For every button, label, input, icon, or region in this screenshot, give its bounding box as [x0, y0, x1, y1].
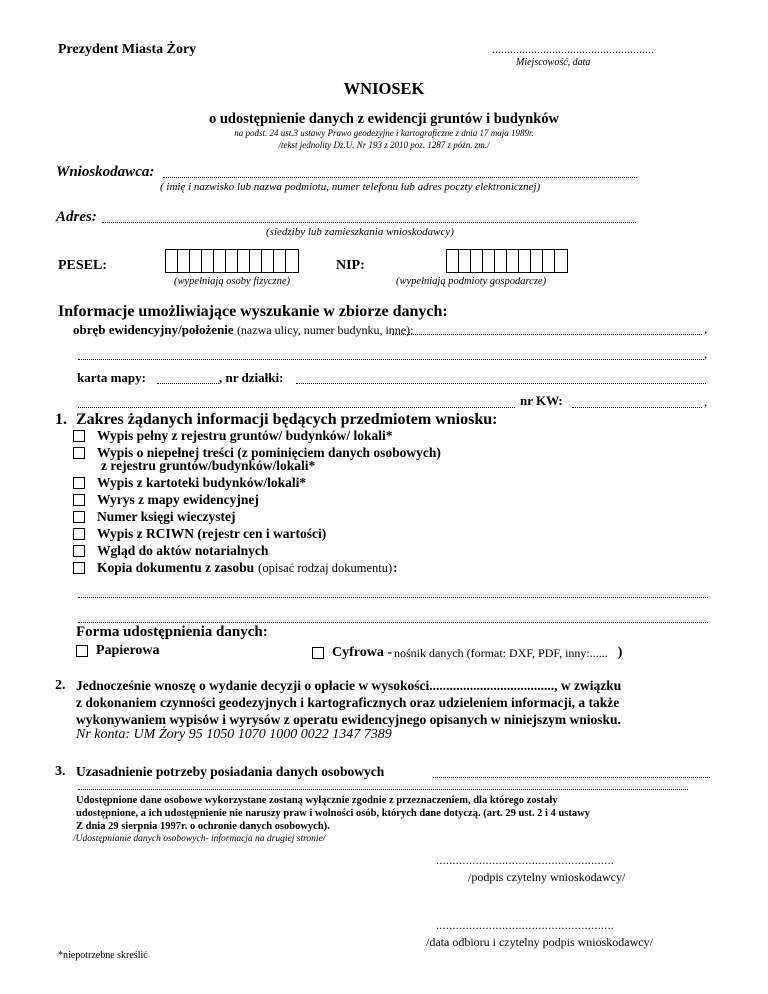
- plot-number-label: , nr działki:: [219, 370, 284, 385]
- digital-close-paren: ): [617, 645, 623, 660]
- checkbox[interactable]: [73, 545, 85, 557]
- data-use-note-line2: udostępnione, a ich udostępnienie nie naruszy praw i wolności osób, których dane dotyczą. (art. 29 ust. 2 i 4 ustawy: [76, 808, 590, 819]
- pesel-label: PESEL:: [58, 258, 108, 273]
- data-use-note-line3: Z dnia 29 sierpnia 1997r. o ochronie danych osobowych).: [76, 821, 330, 832]
- item-label: Wypis pełny z rejestru gruntów/ budynków/ lokali*: [97, 428, 393, 443]
- nip-digit-box[interactable]: [519, 250, 531, 272]
- obreb-line2-comma: ,: [704, 346, 708, 361]
- map-sheet-label: karta mapy:: [77, 370, 146, 385]
- scope-item-notarial-deeds[interactable]: [73, 543, 268, 559]
- obreb-comma: ,: [704, 321, 708, 336]
- checkbox[interactable]: [73, 494, 85, 506]
- pesel-digit-box[interactable]: [190, 250, 202, 272]
- access-form-digital[interactable]: [312, 645, 622, 661]
- address-label: Adres:: [56, 209, 97, 225]
- item-label: Numer księgi wieczystej: [97, 509, 236, 524]
- nip-digit-box[interactable]: [483, 250, 495, 272]
- checkbox[interactable]: [73, 477, 85, 489]
- pesel-digit-box[interactable]: [178, 250, 190, 272]
- pesel-digit-box[interactable]: [226, 250, 238, 272]
- access-form-heading: Forma udostępnienia danych:: [76, 624, 268, 640]
- scope-item-building-register[interactable]: [73, 475, 306, 491]
- pesel-caption: (wypełniają osoby fizyczne): [174, 276, 291, 287]
- nip-digit-box[interactable]: [507, 250, 519, 272]
- document-copy-hint: (opisać rodzaj dokumentu): [258, 560, 393, 575]
- item-label: Wyrys z mapy ewidencyjnej: [97, 492, 259, 507]
- nip-digit-box[interactable]: [447, 250, 459, 272]
- checkbox[interactable]: [76, 645, 88, 657]
- applicant-field[interactable]: [163, 166, 637, 178]
- section-2-number: 2.: [55, 678, 66, 693]
- legal-basis: na podst. 24 ust.3 ustawy Prawo geodezyjne i kartograficzne z dnia 17 maja 1989r.: [234, 128, 534, 138]
- nip-digit-box[interactable]: [555, 250, 567, 272]
- nip-digit-box[interactable]: [459, 250, 471, 272]
- receipt-signature-caption: /data odbioru i czytelny podpis wnioskodawcy/: [426, 935, 653, 949]
- land-register-field[interactable]: [572, 397, 702, 408]
- access-form-paper[interactable]: [76, 643, 160, 659]
- item-label: Wypis z kartoteki budynków/lokali*: [97, 475, 307, 490]
- pesel-digit-box[interactable]: [250, 250, 262, 272]
- fee-decision-line3: wykonywaniem wypisów i wyrysów z operatu ewidencyjnego opisanych w niniejszym wniosku.: [76, 712, 621, 727]
- scope-item-rciwn-extract[interactable]: [73, 526, 326, 542]
- checkbox[interactable]: [73, 562, 85, 574]
- plot-number-field-line2[interactable]: [78, 397, 515, 408]
- digital-hint: nośnik danych (format: DXF, PDF, inny:......: [394, 645, 608, 660]
- address-caption: (siedziby lub zamieszkania wnioskodawcy): [266, 226, 454, 238]
- nip-input-boxes[interactable]: [446, 249, 568, 273]
- land-register-comma: ,: [704, 394, 708, 409]
- pesel-digit-box[interactable]: [166, 250, 178, 272]
- pesel-digit-box[interactable]: [286, 250, 298, 272]
- scope-item-partial-extract-continuation: z rejestru gruntów/budynków/lokali*: [101, 458, 316, 473]
- obreb-hint: (nazwa ulicy, numer budynku, inne):: [236, 323, 414, 337]
- item-label: Wypis o niepełnej treści (z pominięciem danych osobowych): [97, 445, 441, 460]
- obreb-line: [73, 322, 413, 338]
- land-register-label: nr KW:: [520, 393, 563, 408]
- place-date-field[interactable]: ......................................................: [492, 42, 654, 56]
- receipt-signature-field[interactable]: ......................................................: [436, 918, 615, 932]
- signature-caption: /podpis czytelny wnioskodawcy/: [468, 870, 626, 884]
- document-description-line2[interactable]: [78, 612, 708, 623]
- section-1-number: 1.: [55, 411, 67, 428]
- map-sheet-field[interactable]: [157, 372, 219, 384]
- document-description-line1[interactable]: [78, 587, 708, 598]
- document-copy-colon: :: [393, 560, 398, 575]
- plot-number-field[interactable]: [296, 372, 706, 384]
- pesel-digit-box[interactable]: [238, 250, 250, 272]
- address-field[interactable]: [102, 211, 636, 223]
- signature-field[interactable]: ......................................................: [436, 853, 615, 867]
- obreb-field-line2[interactable]: [78, 349, 704, 360]
- checkbox[interactable]: [73, 528, 85, 540]
- nip-digit-box[interactable]: [495, 250, 507, 272]
- nip-digit-box[interactable]: [543, 250, 555, 272]
- justification-field[interactable]: [433, 767, 710, 778]
- pesel-digit-box[interactable]: [214, 250, 226, 272]
- section-3-number: 3.: [55, 764, 66, 779]
- bank-account: Nr konta: UM Żory 95 1050 1070 1000 0022 1347 7389: [76, 727, 392, 742]
- place-date-caption: Miejscowość, data: [516, 57, 591, 68]
- scope-item-map-extract[interactable]: [73, 492, 259, 508]
- nip-digit-box[interactable]: [531, 250, 543, 272]
- fee-decision-line1: Jednocześnie wnoszę o wydanie decyzji o opłacie w wysokości....................................., w związku: [76, 678, 622, 693]
- section-1-heading: Zakres żądanych informacji będących przedmiotem wniosku:: [76, 411, 498, 428]
- obreb-field[interactable]: [392, 323, 702, 335]
- pesel-input-boxes[interactable]: [165, 249, 299, 273]
- fee-decision-line2: z dokonaniem czynności geodezyjnych i kartograficznych oraz udzieleniem informacji, a także: [76, 695, 620, 710]
- personal-data-footnote: /Udostępnianie danych osobowych- informacja na drugiej stronie/: [73, 834, 326, 844]
- section-3-heading: Uzasadnienie potrzeby posiadania danych osobowych: [76, 764, 385, 779]
- document-title: WNIOSEK: [343, 79, 425, 98]
- scope-item-document-copy[interactable]: [73, 560, 398, 576]
- nip-label: NIP:: [336, 258, 365, 273]
- paper-label: Papierowa: [96, 643, 160, 658]
- nip-digit-box[interactable]: [471, 250, 483, 272]
- checkbox[interactable]: [312, 647, 324, 659]
- pesel-digit-box[interactable]: [202, 250, 214, 272]
- applicant-caption: ( imię i nazwisko lub nazwa podmiotu, numer telefonu lub adres poczty elektronicznej): [160, 181, 541, 193]
- justification-field-line2[interactable]: [78, 781, 688, 790]
- strike-out-note: *niepotrzebne skreślić: [58, 950, 148, 961]
- legal-text-reference: /tekst jednolity Dz.U. Nr 193 z 2010 poz. 1287 z późn. zm./: [278, 140, 490, 150]
- pesel-digit-box[interactable]: [274, 250, 286, 272]
- search-info-heading: Informacje umożliwiające wyszukanie w zbiorze danych:: [58, 303, 448, 320]
- nip-caption: (wypełniają podmioty gospodarcze): [396, 276, 547, 287]
- item-label: Wgląd do aktów notarialnych: [97, 543, 269, 558]
- pesel-digit-box[interactable]: [262, 250, 274, 272]
- digital-label: Cyfrowa -: [332, 645, 393, 660]
- scope-item-land-register-number[interactable]: [73, 509, 235, 525]
- scope-item-full-extract[interactable]: [73, 428, 393, 444]
- obreb-label: obręb ewidencyjny/położenie: [73, 322, 234, 337]
- data-use-note-line1: Udostępnione dane osobowe wykorzystane zostaną wyłącznie zgodnie z przeznaczeniem, dla którego zostały: [76, 795, 558, 806]
- applicant-label: Wnioskodawca:: [56, 164, 155, 180]
- authority-name: Prezydent Miasta Żory: [58, 42, 197, 57]
- checkbox[interactable]: [73, 511, 85, 523]
- checkbox[interactable]: [73, 430, 85, 442]
- item-label: Wypis z RCIWN (rejestr cen i wartości): [97, 526, 327, 541]
- item-label: Kopia dokumentu z zasobu: [97, 560, 255, 575]
- checkbox[interactable]: [73, 447, 85, 459]
- document-subtitle: o udostępnienie danych z ewidencji gruntów i budynków: [208, 111, 560, 127]
